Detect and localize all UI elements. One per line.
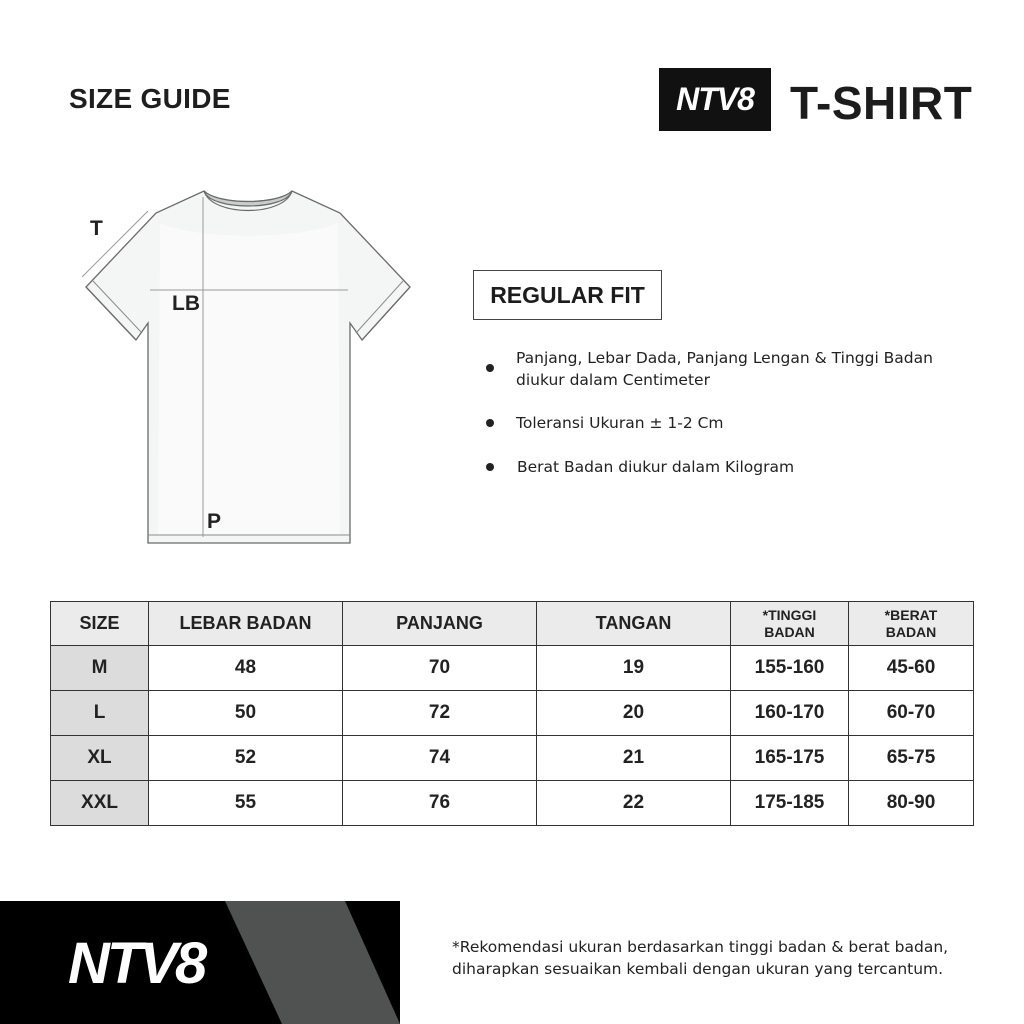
fit-label: REGULAR FIT [490, 281, 645, 308]
note-weight: Berat Badan diukur dalam Kilogram [517, 458, 795, 476]
column-header-width: LEBAR BADAN [149, 602, 343, 646]
chest-width-label: LB [172, 292, 200, 315]
note-line: Panjang, Lebar Dada, Panjang Lengan & Tinggi Badan [516, 349, 933, 367]
table-cell: 55 [149, 781, 343, 826]
footer-note-line: *Rekomendasi ukuran berdasarkan tinggi badan & berat badan, [452, 938, 949, 956]
size-cell: L [51, 691, 149, 736]
table-cell: 65-75 [849, 736, 974, 781]
bullet-icon [486, 463, 494, 471]
size-cell: XL [51, 736, 149, 781]
tshirt-illustration [78, 185, 418, 555]
table-row [51, 691, 974, 736]
note-tolerance: Toleransi Ukuran ± 1-2 Cm [516, 414, 724, 432]
bullet-icon [486, 364, 494, 372]
page-title: SIZE GUIDE [69, 83, 231, 114]
table-row [51, 736, 974, 781]
table-header-row [51, 602, 974, 646]
table-cell: 175-185 [731, 781, 849, 826]
table-cell: 50 [149, 691, 343, 736]
table-cell: 70 [343, 646, 537, 691]
table-cell: 19 [537, 646, 731, 691]
product-name: T-SHIRT [790, 77, 973, 129]
table-cell: 72 [343, 691, 537, 736]
tshirt-diagram [78, 185, 418, 560]
table-cell: 22 [537, 781, 731, 826]
bullet-icon [486, 419, 494, 427]
column-header-line: BADAN [885, 623, 937, 640]
table-cell: 160-170 [731, 691, 849, 736]
footer-note-line: diharapkan sesuaikan kembali dengan ukuran yang tercantum. [452, 960, 944, 978]
column-header-length: PANJANG [343, 602, 537, 646]
column-header-weight [849, 602, 974, 646]
table-cell: 76 [343, 781, 537, 826]
table-cell: 155-160 [731, 646, 849, 691]
table-cell: 48 [149, 646, 343, 691]
footer-logo: NTV8 [68, 931, 205, 996]
table-cell: 165-175 [731, 736, 849, 781]
column-header-sleeve: TANGAN [537, 602, 731, 646]
sleeve-label: T [90, 217, 103, 240]
column-header-height [731, 602, 849, 646]
fit-badge [473, 270, 662, 320]
table-cell: 74 [343, 736, 537, 781]
brand-logo-text: NTV8 [676, 81, 754, 117]
column-header-line: *TINGGI [762, 606, 817, 623]
size-table [50, 601, 974, 826]
table-cell: 21 [537, 736, 731, 781]
brand-logo [659, 68, 771, 131]
table-cell: 52 [149, 736, 343, 781]
column-header-line: BADAN [764, 623, 815, 640]
table-row [51, 646, 974, 691]
table-row [51, 781, 974, 826]
size-cell: XXL [51, 781, 149, 826]
column-header-line: *BERAT [884, 606, 938, 623]
table-cell: 45-60 [849, 646, 974, 691]
table-cell: 60-70 [849, 691, 974, 736]
size-cell: M [51, 646, 149, 691]
note-line: diukur dalam Centimeter [516, 371, 710, 389]
note-measurements [516, 347, 933, 391]
footer-note [452, 936, 948, 980]
table-cell: 20 [537, 691, 731, 736]
table-cell: 80-90 [849, 781, 974, 826]
column-header-size: SIZE [51, 602, 149, 646]
length-label: P [207, 510, 222, 533]
